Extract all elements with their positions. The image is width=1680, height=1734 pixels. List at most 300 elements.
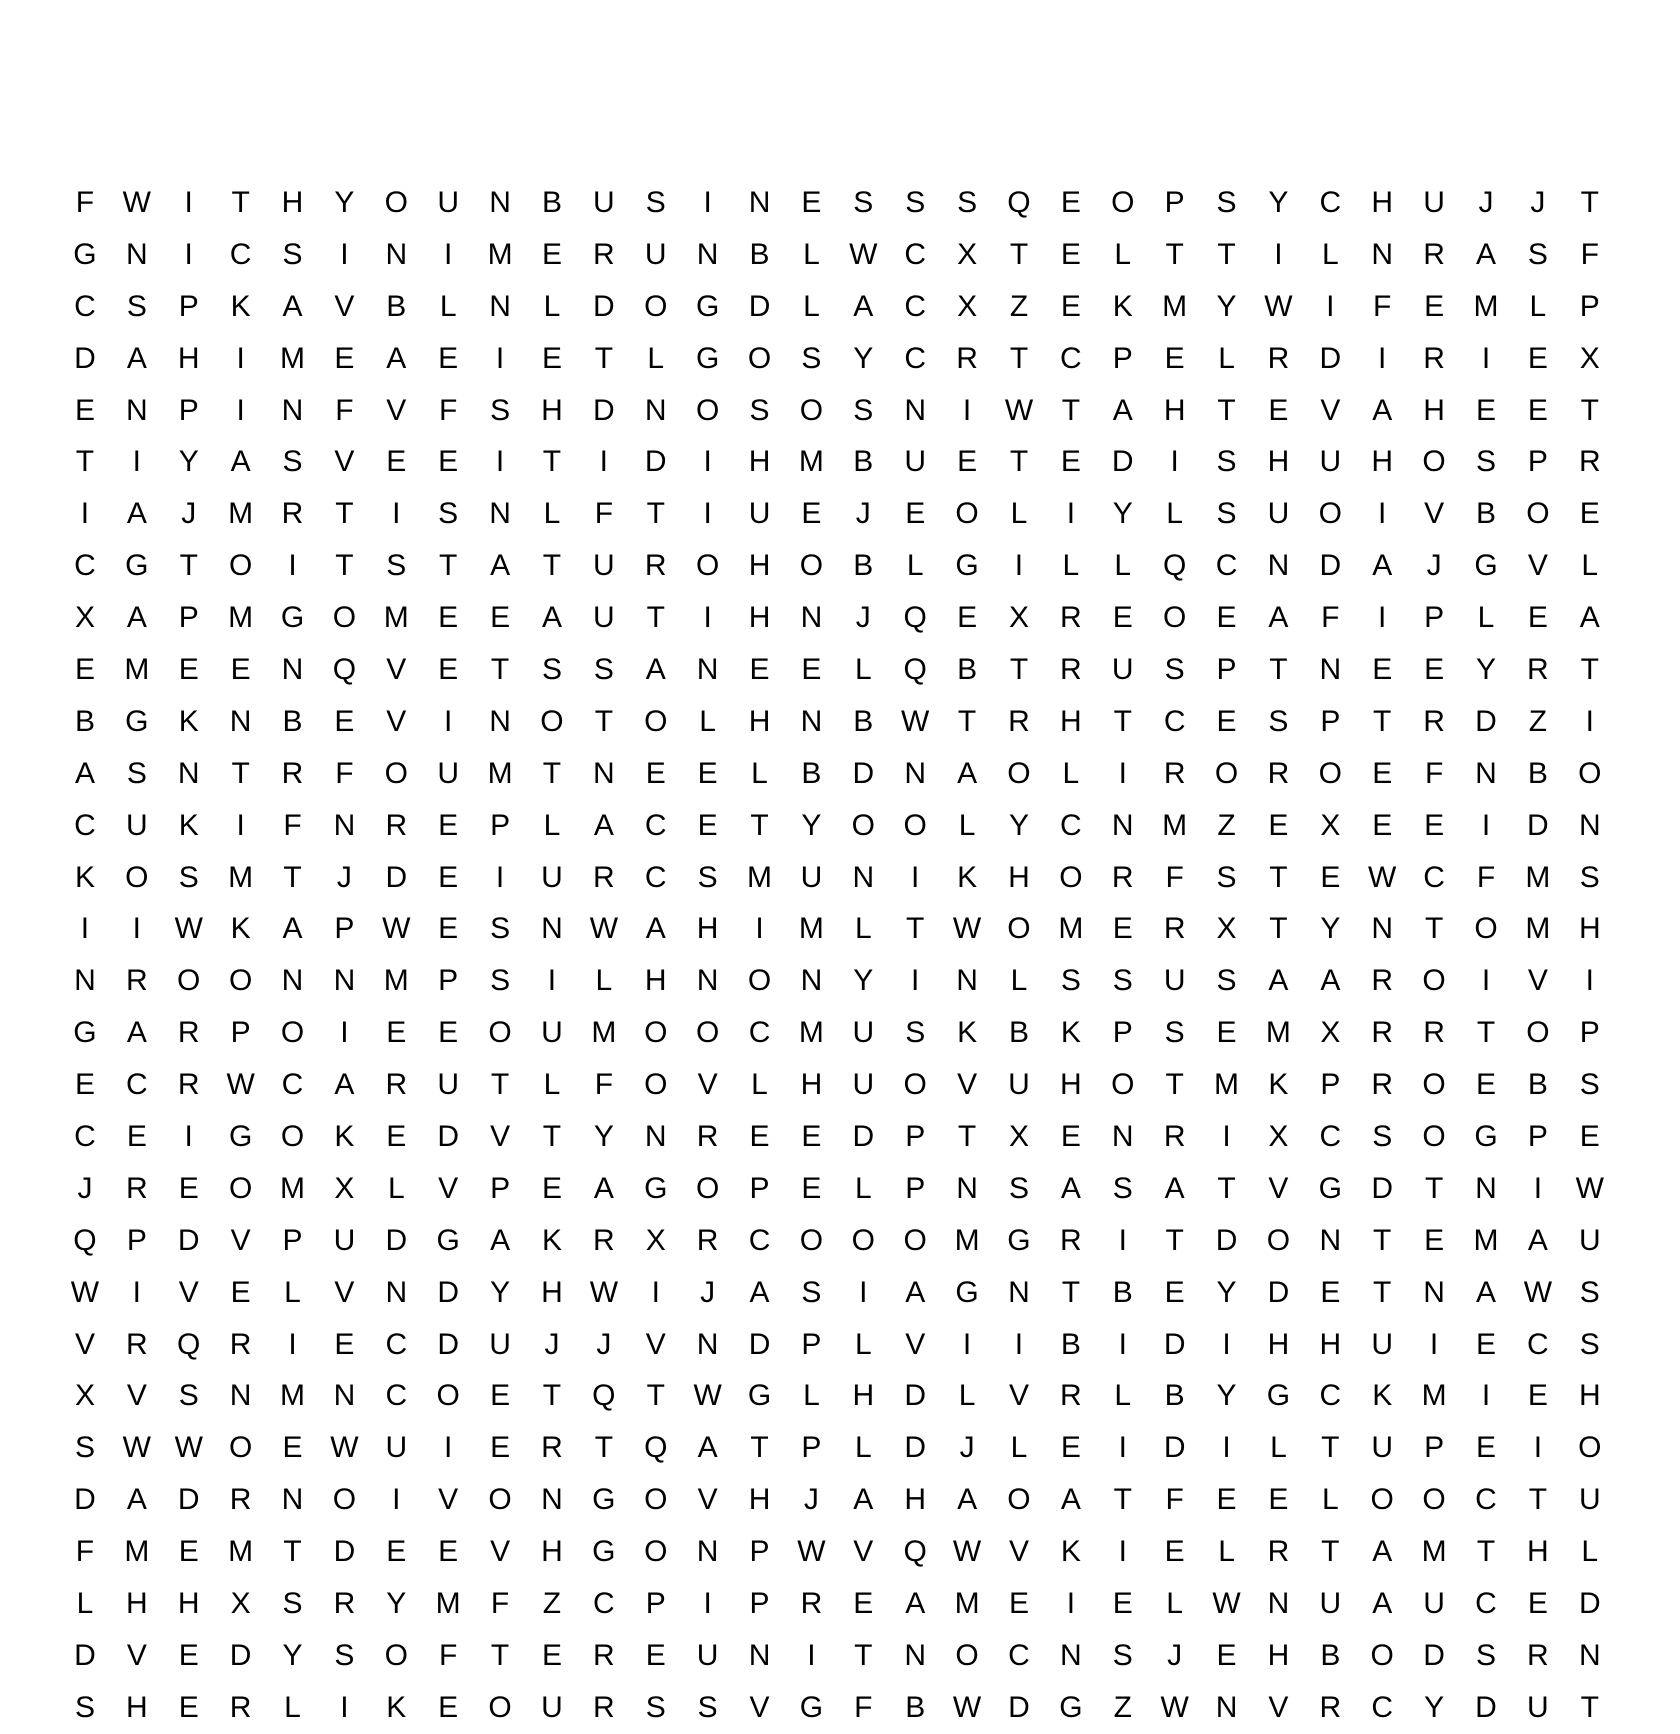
letter-cell[interactable]: T <box>1580 652 1599 686</box>
letter-cell[interactable]: U <box>437 756 460 790</box>
letter-cell[interactable]: C <box>1319 1379 1342 1413</box>
letter-cell[interactable]: P <box>1527 445 1548 479</box>
letter-cell[interactable]: M <box>1162 808 1188 842</box>
letter-cell[interactable]: U <box>1527 1690 1549 1724</box>
letter-cell[interactable]: L <box>1218 1535 1235 1569</box>
letter-cell[interactable]: E <box>438 652 459 686</box>
letter-cell[interactable]: I <box>1222 1431 1231 1465</box>
letter-cell[interactable]: E <box>541 1638 562 1672</box>
letter-cell[interactable]: W <box>1004 393 1034 427</box>
letter-cell[interactable]: U <box>385 1431 408 1465</box>
letter-cell[interactable]: L <box>439 289 457 323</box>
letter-cell[interactable]: C <box>74 1119 96 1153</box>
letter-cell[interactable]: D <box>437 1119 460 1153</box>
letter-cell[interactable]: T <box>594 341 614 375</box>
letter-cell[interactable]: T <box>646 497 665 531</box>
letter-cell[interactable]: L <box>76 1586 94 1620</box>
letter-cell[interactable]: R <box>385 1068 408 1102</box>
letter-cell[interactable]: D <box>593 289 615 323</box>
letter-cell[interactable]: R <box>1008 704 1030 738</box>
letter-cell[interactable]: I <box>703 445 712 479</box>
letter-cell[interactable]: I <box>1533 1171 1543 1205</box>
letter-cell[interactable]: L <box>543 289 561 323</box>
letter-cell[interactable]: G <box>695 341 720 375</box>
letter-cell[interactable]: O <box>1578 1431 1602 1465</box>
letter-cell[interactable]: O <box>695 1171 720 1205</box>
letter-cell[interactable]: Y <box>1112 497 1133 531</box>
letter-cell[interactable]: I <box>340 1690 349 1724</box>
letter-cell[interactable]: F <box>283 808 302 842</box>
letter-cell[interactable]: S <box>178 860 199 894</box>
letter-cell[interactable]: H <box>1578 912 1601 946</box>
letter-cell[interactable]: R <box>541 1431 563 1465</box>
letter-cell[interactable]: E <box>957 601 978 635</box>
letter-cell[interactable]: V <box>178 1275 199 1309</box>
letter-cell[interactable]: E <box>1372 808 1393 842</box>
letter-cell[interactable]: H <box>1060 704 1082 738</box>
letter-cell[interactable]: J <box>803 1483 819 1517</box>
letter-cell[interactable]: O <box>799 549 824 583</box>
letter-cell[interactable]: R <box>229 1690 252 1724</box>
letter-cell[interactable]: I <box>599 445 609 479</box>
letter-cell[interactable]: B <box>1060 1327 1081 1361</box>
letter-cell[interactable]: R <box>177 1068 200 1102</box>
letter-cell[interactable]: I <box>340 237 349 271</box>
letter-cell[interactable]: A <box>1060 1483 1081 1517</box>
letter-cell[interactable]: S <box>1475 445 1496 479</box>
letter-cell[interactable]: W <box>952 1690 982 1724</box>
letter-cell[interactable]: S <box>1112 964 1133 998</box>
letter-cell[interactable]: T <box>750 1431 769 1465</box>
letter-cell[interactable]: V <box>1008 1535 1029 1569</box>
letter-cell[interactable]: L <box>1270 1431 1287 1465</box>
letter-cell[interactable]: E <box>749 652 770 686</box>
letter-cell[interactable]: N <box>229 1379 252 1413</box>
letter-cell[interactable]: B <box>74 704 95 738</box>
letter-cell[interactable]: D <box>1163 1327 1186 1361</box>
letter-cell[interactable]: N <box>644 1119 667 1153</box>
letter-cell[interactable]: I <box>80 912 90 946</box>
letter-cell[interactable]: E <box>178 1638 199 1672</box>
letter-cell[interactable]: L <box>1114 549 1132 583</box>
letter-cell[interactable]: A <box>74 756 95 790</box>
letter-cell[interactable]: R <box>593 1690 615 1724</box>
letter-cell[interactable]: R <box>956 341 978 375</box>
letter-cell[interactable]: U <box>1371 1431 1394 1465</box>
letter-cell[interactable]: D <box>1319 549 1342 583</box>
letter-cell[interactable]: Y <box>490 1275 511 1309</box>
letter-cell[interactable]: D <box>74 1483 96 1517</box>
letter-cell[interactable]: T <box>1269 912 1288 946</box>
letter-cell[interactable]: E <box>1216 601 1237 635</box>
letter-cell[interactable]: H <box>748 549 771 583</box>
letter-cell[interactable]: M <box>798 445 824 479</box>
letter-cell[interactable]: I <box>1118 756 1127 790</box>
letter-cell[interactable]: O <box>384 756 408 790</box>
letter-cell[interactable]: A <box>490 549 511 583</box>
letter-cell[interactable]: R <box>593 860 615 894</box>
letter-cell[interactable]: O <box>488 1690 512 1724</box>
letter-cell[interactable]: W <box>122 185 151 219</box>
letter-cell[interactable]: V <box>1424 497 1445 531</box>
letter-cell[interactable]: G <box>592 1535 616 1569</box>
letter-cell[interactable]: E <box>490 1431 511 1465</box>
letter-cell[interactable]: Q <box>644 1431 668 1465</box>
letter-cell[interactable]: T <box>1165 1068 1184 1102</box>
letter-cell[interactable]: T <box>854 1638 873 1672</box>
letter-cell[interactable]: R <box>800 1586 823 1620</box>
letter-cell[interactable]: J <box>544 1327 560 1361</box>
letter-cell[interactable]: A <box>386 341 407 375</box>
letter-cell[interactable]: H <box>696 912 719 946</box>
letter-cell[interactable]: S <box>282 445 303 479</box>
letter-cell[interactable]: T <box>179 549 198 583</box>
letter-cell[interactable]: D <box>1111 445 1134 479</box>
letter-cell[interactable]: S <box>74 1431 95 1465</box>
letter-cell[interactable]: U <box>541 1690 563 1724</box>
letter-cell[interactable]: N <box>1371 237 1394 271</box>
letter-cell[interactable]: A <box>1268 601 1289 635</box>
letter-cell[interactable]: I <box>1170 445 1179 479</box>
letter-cell[interactable]: C <box>1371 1690 1394 1724</box>
letter-cell[interactable]: I <box>755 912 764 946</box>
letter-cell[interactable]: V <box>1527 964 1548 998</box>
letter-cell[interactable]: C <box>644 860 667 894</box>
letter-cell[interactable]: A <box>126 497 147 531</box>
letter-cell[interactable]: E <box>386 1535 407 1569</box>
letter-cell[interactable]: G <box>1007 1223 1031 1257</box>
letter-cell[interactable]: F <box>1580 237 1599 271</box>
letter-cell[interactable]: G <box>955 549 979 583</box>
letter-cell[interactable]: Y <box>593 1119 614 1153</box>
letter-cell[interactable]: E <box>1475 393 1496 427</box>
letter-cell[interactable]: L <box>1581 1535 1599 1569</box>
letter-cell[interactable]: D <box>1578 1586 1601 1620</box>
letter-cell[interactable]: S <box>178 1379 199 1413</box>
letter-cell[interactable]: V <box>334 1275 355 1309</box>
letter-cell[interactable]: I <box>703 185 712 219</box>
letter-cell[interactable]: N <box>593 756 615 790</box>
letter-cell[interactable]: E <box>801 1171 822 1205</box>
letter-cell[interactable]: K <box>178 808 199 842</box>
letter-cell[interactable]: J <box>959 1431 975 1465</box>
letter-cell[interactable]: T <box>1009 652 1029 686</box>
letter-cell[interactable]: V <box>74 1327 95 1361</box>
letter-cell[interactable]: P <box>1424 1431 1445 1465</box>
letter-cell[interactable]: A <box>905 1586 926 1620</box>
letter-cell[interactable]: N <box>800 704 823 738</box>
letter-cell[interactable]: P <box>905 1119 926 1153</box>
letter-cell[interactable]: H <box>1423 393 1445 427</box>
letter-cell[interactable]: O <box>644 704 668 738</box>
letter-cell[interactable]: S <box>386 549 407 583</box>
letter-cell[interactable]: W <box>70 1275 100 1309</box>
letter-cell[interactable]: N <box>748 185 771 219</box>
letter-cell[interactable]: N <box>696 964 719 998</box>
letter-cell[interactable]: A <box>334 1068 355 1102</box>
letter-cell[interactable]: L <box>699 704 716 738</box>
letter-cell[interactable]: U <box>644 237 667 271</box>
letter-cell[interactable]: A <box>1475 1275 1496 1309</box>
letter-cell[interactable]: E <box>74 652 95 686</box>
letter-cell[interactable]: H <box>541 1535 563 1569</box>
letter-cell[interactable]: T <box>1580 1690 1599 1724</box>
letter-cell[interactable]: H <box>1060 1068 1082 1102</box>
letter-cell[interactable]: A <box>697 1431 718 1465</box>
letter-cell[interactable]: T <box>1165 1223 1184 1257</box>
letter-cell[interactable]: T <box>1113 704 1132 738</box>
letter-cell[interactable]: S <box>1112 1638 1133 1672</box>
letter-cell[interactable]: O <box>1526 497 1550 531</box>
letter-cell[interactable]: R <box>281 756 304 790</box>
letter-cell[interactable]: Q <box>177 1327 201 1361</box>
letter-cell[interactable]: V <box>1527 549 1548 583</box>
letter-cell[interactable]: R <box>1060 1223 1082 1257</box>
letter-cell[interactable]: E <box>1216 704 1237 738</box>
letter-cell[interactable]: L <box>1114 1379 1132 1413</box>
letter-cell[interactable]: B <box>386 289 407 323</box>
letter-cell[interactable]: V <box>230 1223 251 1257</box>
letter-cell[interactable]: O <box>1214 756 1239 790</box>
letter-cell[interactable]: O <box>177 964 201 998</box>
letter-cell[interactable]: X <box>230 1586 251 1620</box>
letter-cell[interactable]: P <box>230 1016 251 1050</box>
letter-cell[interactable]: I <box>1481 341 1491 375</box>
letter-cell[interactable]: S <box>853 393 874 427</box>
letter-cell[interactable]: D <box>177 1223 200 1257</box>
letter-cell[interactable]: D <box>1371 1171 1394 1205</box>
letter-cell[interactable]: B <box>801 756 822 790</box>
letter-cell[interactable]: W <box>330 1431 359 1465</box>
letter-cell[interactable]: D <box>385 860 408 894</box>
letter-cell[interactable]: P <box>178 289 199 323</box>
letter-cell[interactable]: O <box>955 1638 979 1672</box>
letter-cell[interactable]: W <box>122 1431 151 1465</box>
letter-cell[interactable]: O <box>1370 1483 1394 1517</box>
letter-cell[interactable]: F <box>439 393 458 427</box>
letter-cell[interactable]: P <box>801 1431 822 1465</box>
letter-cell[interactable]: Y <box>178 445 199 479</box>
letter-cell[interactable]: M <box>954 1586 980 1620</box>
letter-cell[interactable]: M <box>487 756 513 790</box>
letter-cell[interactable]: L <box>854 1327 872 1361</box>
letter-cell[interactable]: S <box>1475 1638 1496 1672</box>
letter-cell[interactable]: O <box>799 1223 824 1257</box>
letter-cell[interactable]: K <box>1372 1379 1393 1413</box>
letter-cell[interactable]: M <box>124 1535 150 1569</box>
letter-cell[interactable]: Y <box>801 808 822 842</box>
letter-cell[interactable]: H <box>1371 185 1394 219</box>
letter-cell[interactable]: W <box>174 1431 203 1465</box>
letter-cell[interactable]: G <box>1318 1171 1342 1205</box>
letter-cell[interactable]: D <box>1527 808 1549 842</box>
letter-cell[interactable]: R <box>644 549 667 583</box>
letter-cell[interactable]: E <box>230 652 251 686</box>
letter-cell[interactable]: A <box>1372 1586 1393 1620</box>
letter-cell[interactable]: S <box>126 756 147 790</box>
letter-cell[interactable]: H <box>800 1068 823 1102</box>
letter-cell[interactable]: V <box>697 1068 718 1102</box>
letter-cell[interactable]: P <box>1527 1119 1548 1153</box>
letter-cell[interactable]: R <box>1163 756 1186 790</box>
letter-cell[interactable]: E <box>438 445 459 479</box>
letter-cell[interactable]: Q <box>903 1535 927 1569</box>
letter-cell[interactable]: S <box>749 393 770 427</box>
letter-cell[interactable]: X <box>957 289 978 323</box>
letter-cell[interactable]: E <box>438 1016 459 1050</box>
letter-cell[interactable]: O <box>903 808 927 842</box>
letter-cell[interactable]: E <box>1424 808 1445 842</box>
letter-cell[interactable]: S <box>1164 652 1185 686</box>
letter-cell[interactable]: I <box>547 964 557 998</box>
letter-cell[interactable]: L <box>1477 601 1495 635</box>
letter-cell[interactable]: K <box>230 912 251 946</box>
letter-cell[interactable]: W <box>226 1068 255 1102</box>
letter-cell[interactable]: L <box>1321 1483 1339 1517</box>
letter-cell[interactable]: O <box>384 185 408 219</box>
letter-cell[interactable]: I <box>340 1016 349 1050</box>
letter-cell[interactable]: E <box>541 341 562 375</box>
letter-cell[interactable]: E <box>230 1275 251 1309</box>
letter-cell[interactable]: T <box>646 601 665 635</box>
letter-cell[interactable]: E <box>1320 1275 1341 1309</box>
letter-cell[interactable]: Y <box>1008 808 1029 842</box>
letter-cell[interactable]: R <box>1319 1690 1342 1724</box>
letter-cell[interactable]: Z <box>1217 808 1236 842</box>
letter-cell[interactable]: E <box>1475 1431 1496 1465</box>
letter-cell[interactable]: P <box>1424 601 1445 635</box>
letter-cell[interactable]: O <box>695 549 720 583</box>
letter-cell[interactable]: E <box>178 1690 199 1724</box>
letter-cell[interactable]: U <box>489 1327 511 1361</box>
letter-cell[interactable]: M <box>1214 1068 1240 1102</box>
letter-cell[interactable]: O <box>747 964 772 998</box>
letter-cell[interactable]: L <box>1166 497 1183 531</box>
letter-cell[interactable]: S <box>1579 1275 1600 1309</box>
letter-cell[interactable]: A <box>230 445 251 479</box>
letter-cell[interactable]: L <box>1581 549 1599 583</box>
letter-cell[interactable]: C <box>1319 1119 1342 1153</box>
letter-cell[interactable]: E <box>1060 289 1081 323</box>
letter-cell[interactable]: N <box>74 964 96 998</box>
letter-cell[interactable]: A <box>541 601 562 635</box>
letter-cell[interactable]: B <box>1112 1275 1133 1309</box>
letter-cell[interactable]: S <box>853 185 874 219</box>
letter-cell[interactable]: S <box>1216 964 1237 998</box>
letter-cell[interactable]: P <box>1112 1016 1133 1050</box>
letter-cell[interactable]: V <box>697 1483 718 1517</box>
letter-cell[interactable]: H <box>1319 1327 1342 1361</box>
letter-cell[interactable]: E <box>438 808 459 842</box>
letter-cell[interactable]: T <box>1321 1535 1340 1569</box>
letter-cell[interactable]: H <box>1527 1535 1549 1569</box>
letter-cell[interactable]: W <box>1575 1171 1604 1205</box>
letter-cell[interactable]: P <box>490 1171 511 1205</box>
letter-cell[interactable]: O <box>1474 912 1498 946</box>
letter-cell[interactable]: O <box>1111 1068 1135 1102</box>
letter-cell[interactable]: I <box>703 1586 712 1620</box>
letter-cell[interactable]: E <box>853 1586 874 1620</box>
letter-cell[interactable]: V <box>1008 1379 1029 1413</box>
letter-cell[interactable]: G <box>1266 1379 1291 1413</box>
letter-cell[interactable]: E <box>126 1119 147 1153</box>
letter-cell[interactable]: E <box>74 393 95 427</box>
letter-cell[interactable]: C <box>1423 860 1445 894</box>
letter-cell[interactable]: S <box>1579 1327 1600 1361</box>
letter-cell[interactable]: C <box>904 237 927 271</box>
letter-cell[interactable]: H <box>748 601 771 635</box>
letter-cell[interactable]: O <box>125 860 149 894</box>
letter-cell[interactable]: E <box>1060 237 1081 271</box>
letter-cell[interactable]: I <box>184 185 193 219</box>
letter-cell[interactable]: C <box>748 1016 771 1050</box>
letter-cell[interactable]: Y <box>1216 1379 1237 1413</box>
letter-cell[interactable]: L <box>1062 549 1080 583</box>
letter-cell[interactable]: Q <box>903 601 927 635</box>
letter-cell[interactable]: G <box>228 1119 253 1153</box>
letter-cell[interactable]: C <box>1319 185 1342 219</box>
letter-cell[interactable]: L <box>543 1068 561 1102</box>
letter-cell[interactable]: H <box>852 1379 875 1413</box>
letter-cell[interactable]: W <box>797 1535 826 1569</box>
letter-cell[interactable]: E <box>1579 497 1600 531</box>
letter-cell[interactable]: E <box>386 445 407 479</box>
letter-cell[interactable]: G <box>644 1171 668 1205</box>
letter-cell[interactable]: F <box>1321 601 1340 635</box>
letter-cell[interactable]: N <box>281 393 304 427</box>
letter-cell[interactable]: U <box>1163 964 1186 998</box>
letter-cell[interactable]: E <box>490 1379 511 1413</box>
letter-cell[interactable]: L <box>1010 964 1028 998</box>
letter-cell[interactable]: W <box>174 912 203 946</box>
letter-cell[interactable]: G <box>73 1016 97 1050</box>
letter-cell[interactable]: O <box>1578 756 1602 790</box>
letter-cell[interactable]: M <box>1058 912 1084 946</box>
letter-cell[interactable]: G <box>695 289 720 323</box>
letter-cell[interactable]: R <box>385 808 408 842</box>
letter-cell[interactable]: F <box>1165 860 1184 894</box>
letter-cell[interactable]: T <box>646 1379 665 1413</box>
letter-cell[interactable]: Z <box>542 1586 562 1620</box>
letter-cell[interactable]: V <box>386 393 407 427</box>
letter-cell[interactable]: E <box>1060 445 1081 479</box>
letter-cell[interactable]: Y <box>386 1586 407 1620</box>
letter-cell[interactable]: P <box>1216 652 1237 686</box>
letter-cell[interactable]: E <box>438 1690 459 1724</box>
letter-cell[interactable]: T <box>1009 237 1029 271</box>
letter-cell[interactable]: J <box>1530 185 1546 219</box>
letter-cell[interactable]: T <box>957 704 977 738</box>
letter-cell[interactable]: J <box>855 497 871 531</box>
letter-cell[interactable]: H <box>1267 445 1290 479</box>
letter-cell[interactable]: S <box>490 964 511 998</box>
letter-cell[interactable]: N <box>1319 652 1342 686</box>
letter-cell[interactable]: M <box>1525 912 1551 946</box>
letter-cell[interactable]: T <box>490 1068 510 1102</box>
letter-cell[interactable]: P <box>1579 289 1600 323</box>
letter-cell[interactable]: E <box>1216 1016 1237 1050</box>
letter-cell[interactable]: P <box>749 1171 770 1205</box>
letter-cell[interactable]: X <box>334 1171 355 1205</box>
letter-cell[interactable]: T <box>490 652 510 686</box>
letter-cell[interactable]: N <box>1475 1171 1497 1205</box>
letter-cell[interactable]: O <box>436 1379 460 1413</box>
letter-cell[interactable]: C <box>1163 704 1186 738</box>
letter-cell[interactable]: R <box>126 1171 148 1205</box>
letter-cell[interactable]: S <box>1112 1171 1133 1205</box>
letter-cell[interactable]: I <box>392 497 401 531</box>
letter-cell[interactable]: M <box>280 1379 305 1413</box>
